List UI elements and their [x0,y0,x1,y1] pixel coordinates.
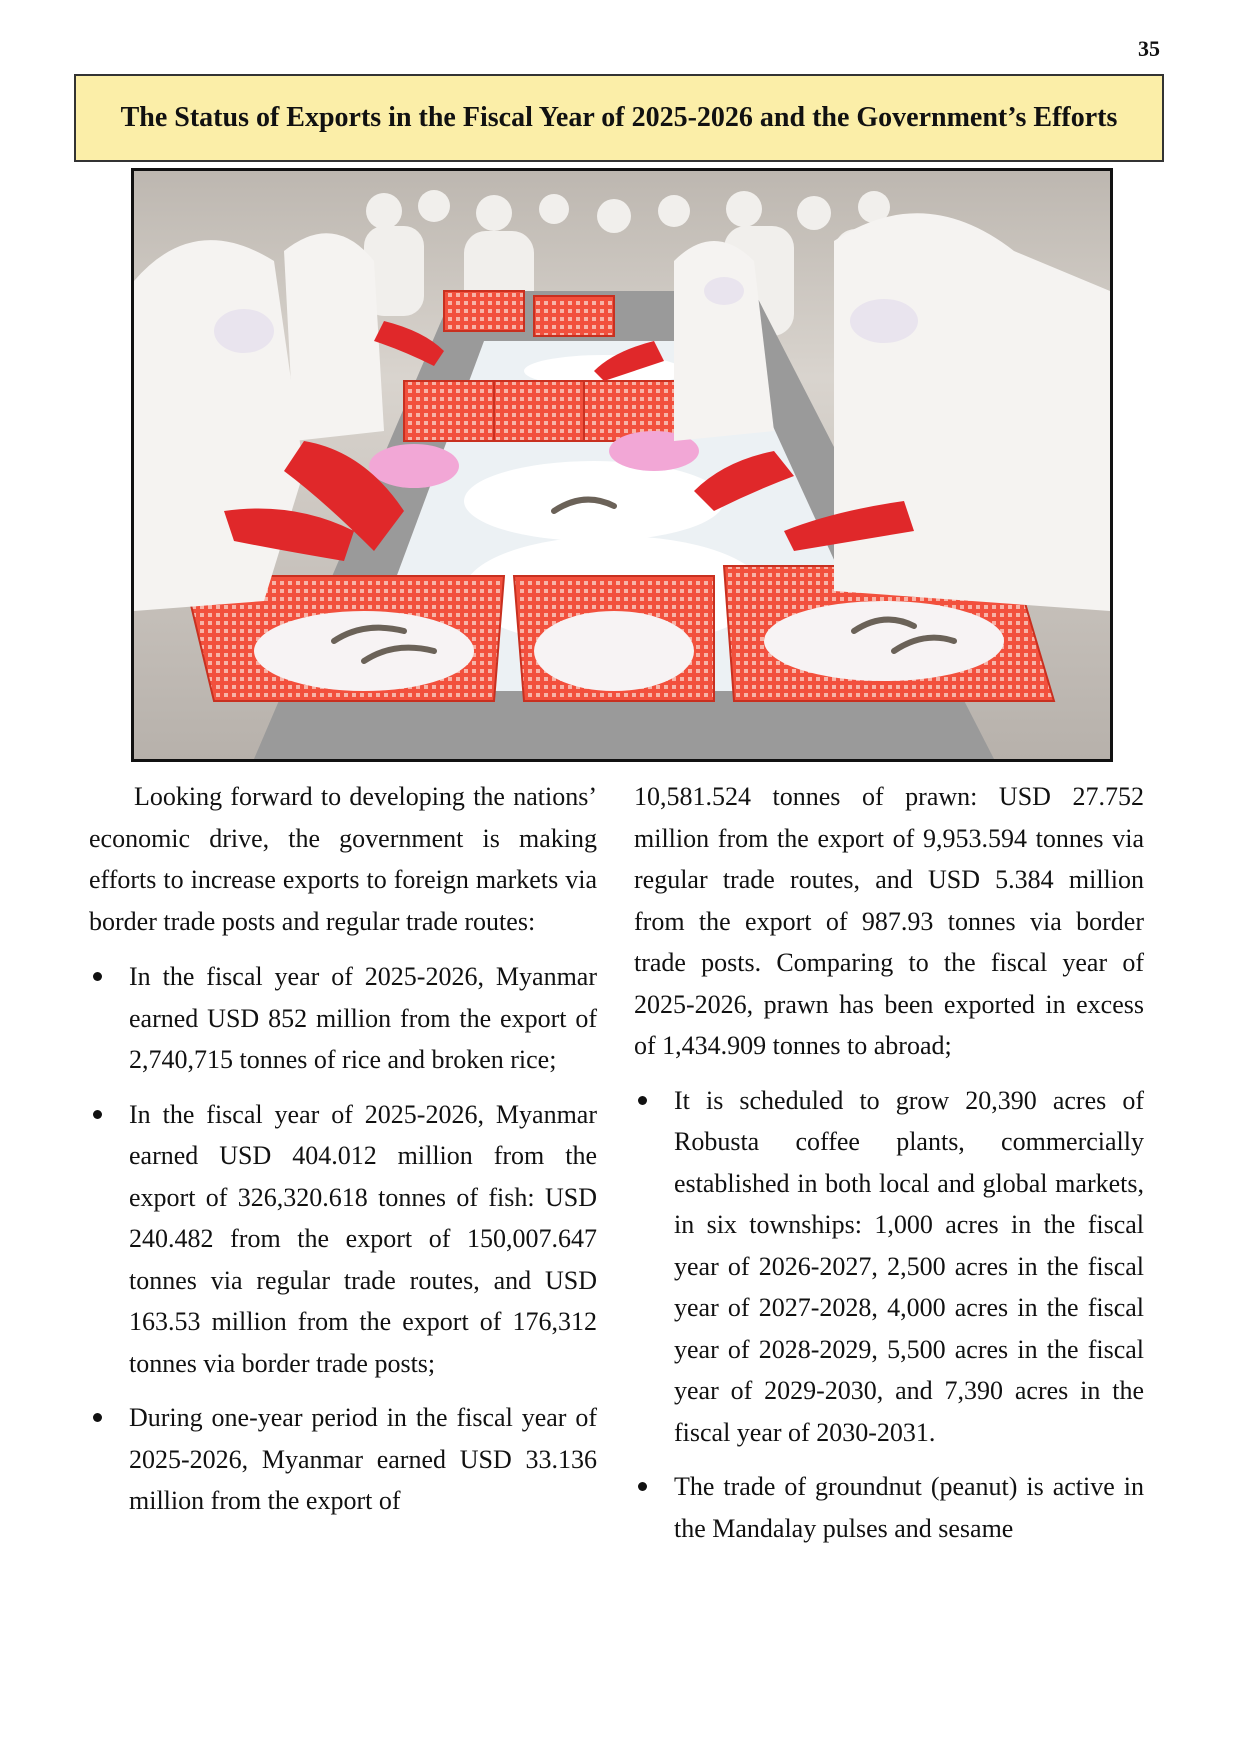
list-item [634,1080,1144,1454]
left-bullet-list [89,956,597,1522]
list-item-text: The trade of groundnut (peanut) is active in the Mandalay pulses and sesame [674,1472,1144,1543]
list-item [634,1466,1144,1549]
page-number: 35 [1138,36,1160,61]
list-item-text: It is scheduled to grow 20,390 acres of Robusta coffee plants, commercially established in both local and global markets, in six townships: 1,000 acres in the fiscal year of 2026-2027, 2,500 acres in the fiscal year of 2027-2028, 4,000 acres in the fiscal year of 2028-2029, 5,500 acres in the fiscal year of 2029-2030, and 7,390 acres in the fiscal year of 2030-2031. [674,1085,1144,1447]
bullet-icon [638,1482,647,1491]
list-item [89,1094,597,1385]
right-column [634,776,1144,1549]
intro-paragraph: Looking forward to developing the nations’ economic drive, the government is making efforts to increase exports to foreign markets via border trade posts and regular trade routes: [89,782,597,936]
bullet-icon [93,1110,102,1119]
list-item-text: In the fiscal year of 2025-2026, Myanmar earned USD 404.012 million from the export of 326,320.618 tonnes of fish: USD 240.482 from the export of 150,007.647 tonnes via regular trade routes, and USD 163.53 million from the export of 176,312 tonnes via border trade posts; [129,1099,597,1378]
list-item-text: In the fiscal year of 2025-2026, Myanmar earned USD 852 million from the export of 2,740,715 tonnes of rice and broken rice; [129,962,597,1074]
photo-prawn-processing [131,168,1113,762]
right-bullet-list [634,1080,1144,1550]
bullet-icon [93,972,102,981]
list-item [89,1397,597,1522]
list-item-text: During one-year period in the fiscal year of 2025-2026, Myanmar earned USD 33.136 million from the export of [129,1403,597,1515]
bullet-icon [93,1413,102,1422]
prawn-processing-illustration [134,171,1110,759]
bullet-icon [638,1096,647,1105]
title-banner [74,74,1164,162]
continuation-paragraph: 10,581.524 tonnes of prawn: USD 27.752 million from the export of 9,953.594 tonnes via regular trade routes, and USD 5.384 million from the export of 987.93 tonnes via border trade posts. Comparing to the fiscal year of 2025-2026, prawn has been exported in excess of 1,434.909 tonnes to abroad; [634,782,1144,1060]
list-item [89,956,597,1081]
page-title: The Status of Exports in the Fiscal Year of 2025-2026 and the Government’s Efforts [120,102,1118,133]
left-column [89,776,597,1522]
